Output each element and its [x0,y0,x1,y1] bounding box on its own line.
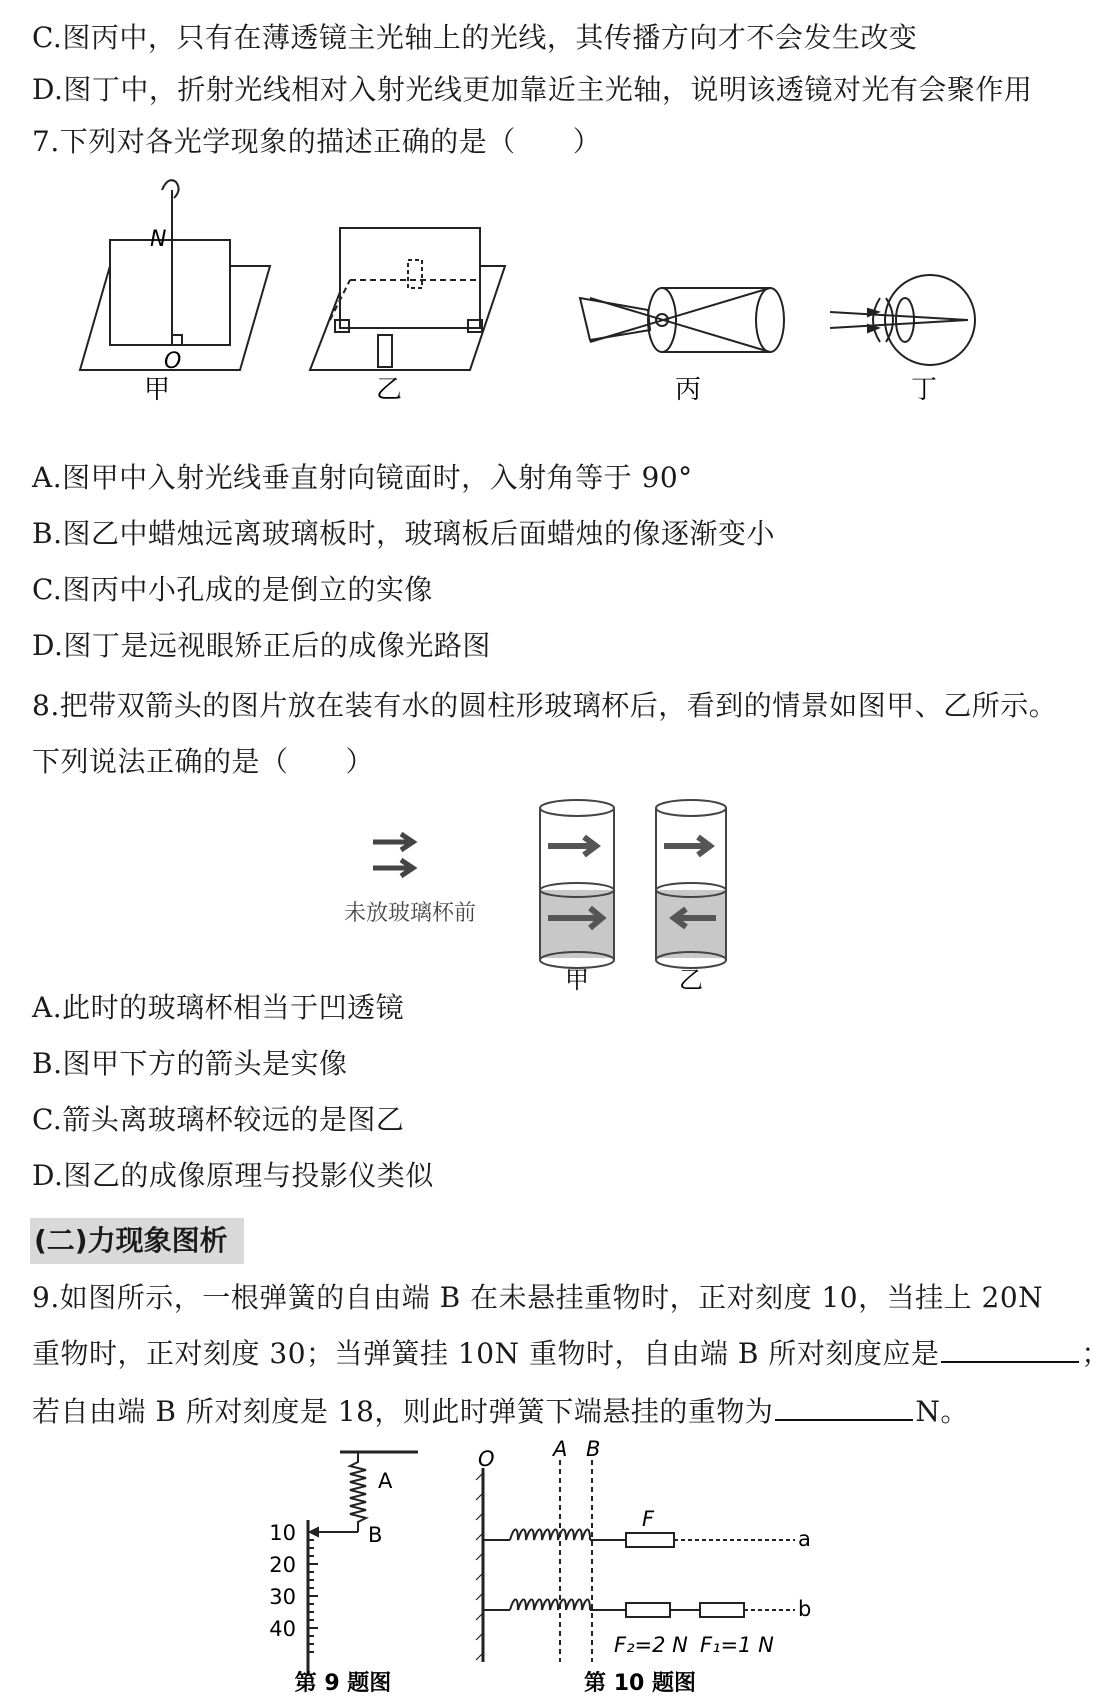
fig7-label-yi: 乙 [375,375,403,405]
section-heading: (二)力现象图析 [30,1218,244,1264]
fig9-caption: 第 9 题图 [294,1671,392,1696]
q6-option-c: C.图丙中，只有在薄透镜主光轴上的光线，其传播方向才不会发生改变 [32,21,918,54]
fig10-label-b: B [586,1437,601,1461]
q8-option-d: D.图乙的成像原理与投影仪类似 [32,1159,434,1192]
q9-line2-end: ； [1081,1337,1110,1370]
fig7-label-bing: 丙 [674,375,702,405]
q8-stem-line2: 下列说法正确的是（ ） [32,745,375,778]
fig8-label-yi: 乙 [679,966,703,994]
q9-answer-blank-2[interactable] [775,1393,913,1421]
q9-line2-text: 重物时，正对刻度 30；当弹簧挂 10N 重物时，自由端 B 所对刻度应是 [32,1337,940,1370]
ding-eye-lens [896,298,914,342]
q8-figure [0,790,1080,994]
yi-glass-plate [340,228,480,328]
fig7-label-ding: 丁 [910,375,938,405]
fig10-scale-f1 [700,1603,744,1617]
q7-option-b: B.图乙中蜡烛远离玻璃板时，玻璃板后面蜡烛的像逐渐变小 [32,517,775,550]
q9-stem-line1: 9.如图所示，一根弹簧的自由端 B 在未悬挂重物时，正对刻度 10，当挂上 20N [32,1281,1044,1314]
fig10-label-a: A [553,1437,568,1461]
fig7-label-n: N [150,227,167,252]
yi-candle [378,335,392,367]
fig10-label-f: F [642,1507,655,1531]
jia-hand-icon [162,180,179,198]
q8-option-c: C.箭头离玻璃杯较远的是图乙 [32,1103,405,1136]
q7-figure [0,170,1080,420]
q8-option-b: B.图甲下方的箭头是实像 [32,1047,348,1080]
q7-stem: 7.下列对各光学现象的描述正确的是（ ） [32,125,602,158]
q9-stem-line2 [32,1334,1110,1374]
yi-arrow-top [664,837,710,855]
fig10-label-rope-b: b [798,1597,812,1621]
before-arrow-bottom [373,860,413,876]
fig7-label-o: O [164,349,182,374]
fig10-label-f1: F₁=1 N [700,1633,774,1657]
jia-arrow-top [548,837,596,855]
fig9-tick-30: 30 [269,1585,296,1609]
fig8-label-before: 未放玻璃杯前 [343,901,477,926]
fig10-label-rope-a: a [798,1527,811,1551]
jia-board [110,240,230,345]
fig7-label-jia: 甲 [143,375,171,405]
fig9-label-b: B [368,1523,383,1547]
fig10-scale-f [626,1533,674,1547]
fig9-tick-40: 40 [269,1617,296,1641]
fig9-spring [350,1452,366,1532]
q6-option-d: D.图丁中，折射光线相对入射光线更加靠近主光轴，说明该透镜对光有会聚作用 [32,73,1033,106]
q7-option-d: D.图丁是远视眼矫正后的成像光路图 [32,629,491,662]
q8-option-a: A.此时的玻璃杯相当于凹透镜 [32,991,405,1024]
fig10-spring-b [510,1600,590,1611]
q7-option-c: C.图丙中小孔成的是倒立的实像 [32,573,433,606]
q9-line3-text: 若自由端 B 所对刻度是 18，则此时弹簧下端悬挂的重物为 [32,1395,774,1428]
q8-stem-line1: 8.把带双箭头的图片放在装有水的圆柱形玻璃杯后，看到的情景如图甲、乙所示。 [32,689,1058,722]
fig9-tick-10: 10 [269,1521,296,1545]
fig10-spring-a [510,1530,590,1541]
before-arrow-top [373,834,413,850]
q9-stem-line3 [32,1392,969,1432]
q9-q10-figure [0,1437,1080,1706]
fig10-label-f2: F₂=2 N [614,1633,688,1657]
fig10-scale-f2 [626,1603,670,1617]
fig9-tick-20: 20 [269,1553,296,1577]
q9-answer-blank-1[interactable] [941,1335,1079,1363]
q7-option-a: A.图甲中入射光线垂直射向镜面时，入射角等于 90° [32,461,693,494]
fig10-label-o: O [478,1447,495,1471]
fig9-label-a: A [378,1469,393,1493]
ding-correction-lens [873,298,893,342]
fig8-label-jia: 甲 [565,966,589,994]
q9-line3-end: N。 [915,1395,969,1428]
fig10-caption: 第 10 题图 [584,1671,696,1696]
